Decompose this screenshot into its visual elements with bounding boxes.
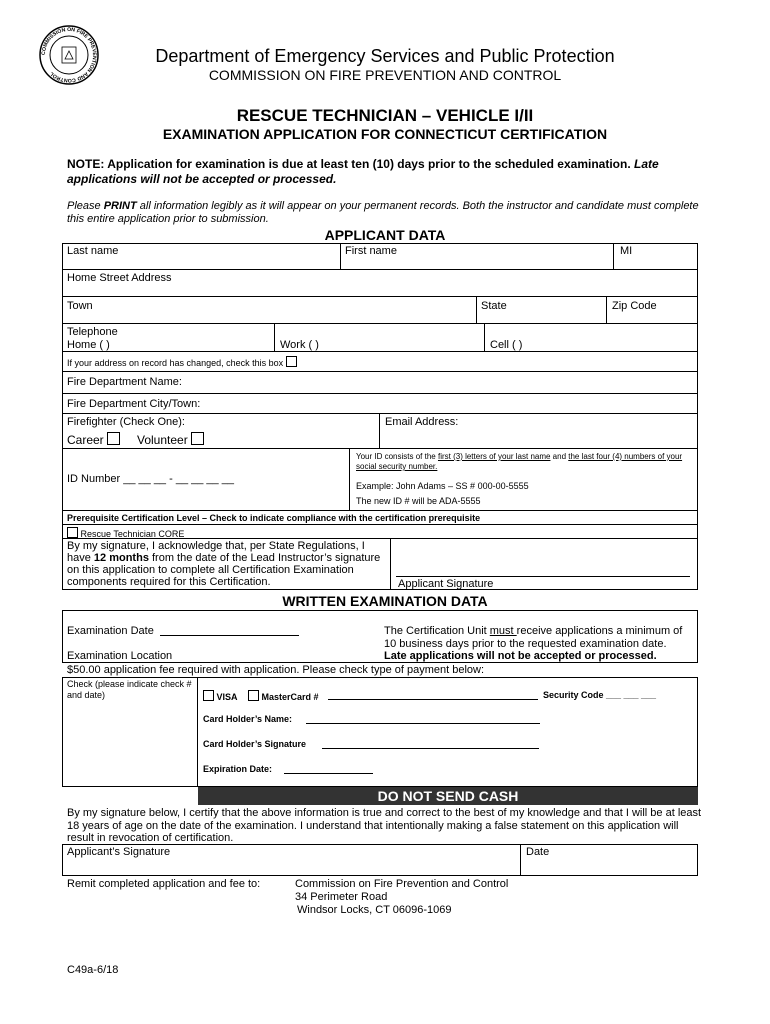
address-changed-label: If your address on record has changed, check this box: [67, 356, 297, 368]
firefighter-type-label: Firefighter (Check One):: [67, 416, 185, 428]
fire-department-city-label: Fire Department City/Town:: [67, 398, 201, 410]
volunteer-checkbox[interactable]: [191, 432, 204, 445]
do-not-send-cash-banner: DO NOT SEND CASH: [198, 787, 698, 805]
security-code-label: Security Code ___ ___ ___: [543, 690, 657, 700]
print-instructions: Please PRINT all information legibly as it will appear on your permanent records. Both the instructor and candidate must complete this entire application prior to submission.: [67, 200, 699, 225]
state-label: State: [481, 300, 507, 312]
expiration-date-label: Expiration Date:: [203, 764, 273, 774]
applicant-signature-label: Applicant Signature: [398, 578, 494, 590]
last-name-label: Last name: [67, 245, 119, 257]
town-label: Town: [67, 300, 93, 312]
mastercard-checkbox[interactable]: [248, 690, 259, 701]
card-number-field[interactable]: [328, 699, 538, 700]
form-title: RESCUE TECHNICIAN – VEHICLE I/II: [236, 106, 534, 125]
department-name: Department of Emergency Services and Public Protection: [155, 46, 615, 66]
check-instructions: Check (please indicate check # and date): [67, 679, 192, 700]
remit-address-line3: Windsor Locks, CT 06096-1069: [297, 904, 452, 916]
applicant-data-heading: APPLICANT DATA: [324, 227, 446, 243]
remit-address-line2: 34 Perimeter Road: [295, 891, 388, 903]
exam-location-label: Examination Location: [67, 650, 173, 662]
visa-option: VISA: [203, 690, 238, 702]
written-exam-heading: WRITTEN EXAMINATION DATA: [282, 593, 488, 609]
mi-label: MI: [620, 245, 633, 257]
cert-unit-note: The Certification Unit must receive applications a minimum of 10 business days prior to the requested examination date.: [384, 625, 683, 650]
deadline-note: NOTE: Application for examination is due at least ten (10) days prior to the scheduled examination. Late applications will not be accepted or processed.: [67, 157, 659, 186]
applicant-signature-line[interactable]: [396, 576, 690, 577]
svg-text:COMMISSION ON FIRE PREVENTION: COMMISSION ON FIRE PREVENTION AND CONTROL: [40, 26, 98, 84]
date-label: Date: [526, 846, 550, 858]
address-changed-checkbox[interactable]: [286, 356, 297, 367]
telephone-label: Telephone: [67, 326, 118, 338]
mastercard-option: MasterCard #: [248, 690, 319, 702]
street-address-label: Home Street Address: [67, 272, 172, 284]
visa-checkbox[interactable]: [203, 690, 214, 701]
fee-note: $50.00 application fee required with application. Please check type of payment below:: [67, 664, 485, 676]
volunteer-option: Volunteer: [137, 432, 204, 447]
exam-date-field[interactable]: [160, 635, 299, 636]
card-holder-signature-label: Card Holder’s Signature: [203, 739, 307, 749]
prerequisite-title: Prerequisite Certification Level – Check to indicate compliance with the certification prerequisite: [67, 513, 481, 523]
certification-statement: By my signature below, I certify that the above information is true and correct to the best of my knowledge and that I will be at least 18 years of age on the date of the examination. I understand that intentionally making a false statement on this application will result in revocation of certification.: [67, 807, 702, 844]
id-number-label: ID Number __ __ __ - __ __ __ __: [67, 473, 234, 485]
acknowledgement-text: By my signature, I acknowledge that, per State Regulations, I have 12 months from the date of the Lead Instructor’s signature on this application to complete all Certification Examination components required for this Certification.: [67, 540, 381, 588]
card-holder-name-label: Card Holder’s Name:: [203, 714, 293, 724]
id-format-info: Your ID consists of the first (3) letters of your last name and the last four (4) numbers of your social security number.: [356, 452, 683, 471]
zip-code-label: Zip Code: [612, 300, 657, 312]
id-new-example: The new ID # will be ADA-5555: [356, 496, 481, 506]
fire-department-name-label: Fire Department Name:: [67, 376, 182, 388]
late-applications-note: Late applications will not be accepted or processed.: [384, 650, 657, 662]
commission-name: COMMISSION ON FIRE PREVENTION AND CONTROL: [208, 67, 562, 83]
remit-label: Remit completed application and fee to:: [67, 878, 261, 890]
home-phone-label: Home ( ): [67, 339, 110, 351]
card-holder-signature-field[interactable]: [322, 748, 539, 749]
career-checkbox[interactable]: [107, 432, 120, 445]
exam-date-label: Examination Date: [67, 625, 154, 637]
remit-address-line1: Commission on Fire Prevention and Control: [295, 878, 509, 890]
email-address-label: Email Address:: [385, 416, 459, 428]
rescue-core-checkbox[interactable]: [67, 527, 78, 538]
id-example: Example: John Adams – SS # 000-00-5555: [356, 481, 529, 491]
work-phone-label: Work ( ): [280, 339, 319, 351]
cell-phone-label: Cell ( ): [490, 339, 523, 351]
form-subtitle: EXAMINATION APPLICATION FOR CONNECTICUT CERTIFICATION: [162, 126, 608, 142]
form-code: C49a-6/18: [67, 964, 119, 976]
career-option: Career: [67, 432, 120, 447]
card-holder-name-field[interactable]: [306, 723, 540, 724]
applicant-final-signature-label: Applicant’s Signature: [67, 846, 171, 858]
prerequisite-core-option: Rescue Technician CORE: [67, 527, 184, 539]
expiration-date-field[interactable]: [284, 773, 373, 774]
first-name-label: First name: [345, 245, 397, 257]
